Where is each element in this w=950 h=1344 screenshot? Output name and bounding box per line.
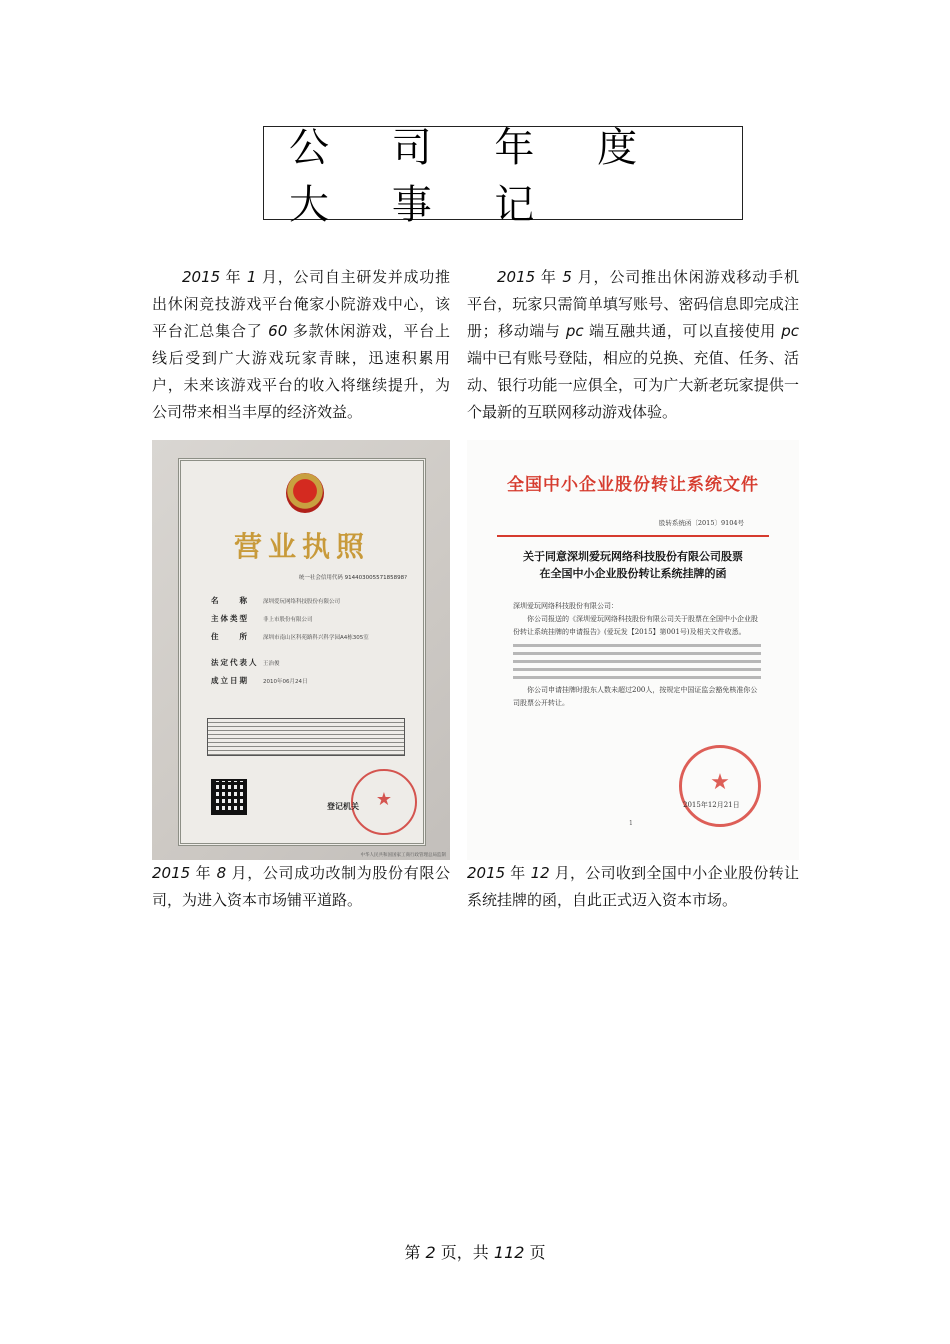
letter-text-lines: [513, 668, 761, 671]
license-field-value: 深圳市南山区科苑路科兴科学园A4栋305室: [263, 635, 369, 641]
event-text: 月，公司推出休闲游戏移动手机平台，玩家只需简单填写账号、密码信息即完成注册；移动端与: [467, 268, 799, 340]
registration-authority: 登记机关: [327, 802, 359, 811]
license-field-label: 主体类型: [211, 614, 249, 623]
license-field: [211, 595, 340, 606]
letter-subject: [467, 548, 799, 582]
event-text: 月，公司自主研发并成功推出休闲竞技游戏平台俺家小院游戏中心，该平台汇总集合了: [152, 268, 450, 340]
license-field-value: 非上市股份有限公司: [263, 617, 313, 623]
page-footer: [0, 1240, 950, 1263]
license-field-label: 法定代表人: [211, 658, 259, 667]
event-paragraph-jan: [152, 264, 450, 426]
business-license-photo: [152, 440, 450, 860]
footer-text: 页: [524, 1243, 546, 1262]
letter-text-lines: [513, 660, 761, 663]
license-field-value: 王治俊: [263, 661, 280, 667]
letter-paragraph: 你公司报送的《深圳爱玩网络科技股份有限公司关于股票在全国中小企业股份转让系统挂牌的申请报告》(爱玩发【2015】第001号)及相关文件收悉。: [513, 615, 758, 636]
license-field: [211, 613, 313, 624]
license-frame: [178, 458, 426, 846]
caption-year: 2015: [467, 864, 506, 882]
letter-doc-number: 股转系统函〔2015〕9104号: [658, 519, 744, 527]
license-field: [211, 675, 308, 686]
event-text: 端中已有账号登陆，相应的兑换、充值、任务、活动、银行功能一应俱全，可为广大新老玩家提供一个最新的互联网移动游戏体验。: [467, 349, 799, 421]
event-text: 多款休闲游戏，平台上线后受到广大游戏玩家青睐，迅速积累用户，未来该游戏平台的收入将继续提升，为公司带来相当丰厚的经济效益。: [152, 322, 450, 421]
letter-divider: [497, 535, 769, 537]
caption-month: 8: [216, 864, 227, 882]
letter-text-lines: [513, 652, 761, 655]
event-text: 年: [220, 268, 247, 286]
page-title: 公 司 年 度 大 事 记: [289, 125, 663, 228]
event-pc: pc: [565, 322, 584, 340]
national-emblem-icon: [286, 473, 324, 513]
letter-addressee: 深圳爱玩网络科技股份有限公司：: [513, 602, 618, 610]
footer-text: 页，共: [435, 1243, 494, 1262]
neeq-seal-icon: [679, 745, 761, 827]
letter-subject-line: 在全国中小企业股份转让系统挂牌的函: [539, 567, 727, 580]
letter-heading: 全国中小企业股份转让系统文件: [507, 475, 759, 495]
license-title: 营业执照: [233, 530, 370, 563]
letter-body: [513, 600, 761, 710]
event-month: 1: [246, 268, 257, 286]
listing-letter-photo: [467, 440, 799, 860]
letter-date: 2015年12月21日: [683, 801, 740, 809]
license-field-value: 2010年06月24日: [263, 679, 308, 685]
footer-total-pages: 112: [493, 1243, 525, 1262]
event-month: 5: [562, 268, 572, 286]
event-text: 年: [535, 268, 563, 286]
caption-text: 月，公司成功改制为股份有限公司，为进入资本市场铺平道路。: [152, 864, 450, 909]
letter-page-number: 1: [629, 820, 633, 827]
license-field-label: 成立日期: [211, 676, 249, 685]
letter-text-lines: [513, 676, 761, 679]
license-field: [211, 657, 280, 668]
letter-text-lines: [513, 644, 761, 647]
event-paragraph-may: [467, 264, 799, 426]
license-field-value: 深圳爱玩网络科技股份有限公司: [263, 599, 341, 605]
footer-text: 第: [404, 1243, 426, 1262]
license-field-label: 住 所: [211, 632, 249, 641]
caption-month: 12: [530, 864, 550, 882]
caption-text: 年: [505, 864, 531, 882]
event-text: 端互融共通，可以直接使用: [583, 322, 782, 340]
license-notice-box: [207, 718, 405, 756]
license-field-label: 名 称: [211, 596, 249, 605]
license-footer: 中华人民共和国国家工商行政管理总局监制: [360, 853, 446, 858]
caption-dec: [467, 860, 799, 914]
event-number: 60: [268, 322, 288, 340]
footer-page-number: 2: [425, 1243, 436, 1262]
caption-text: 年: [190, 864, 217, 882]
caption-text: 月，公司收到全国中小企业股份转让系统挂牌的函，自此正式迈入资本市场。: [467, 864, 799, 909]
event-pc: pc: [781, 322, 799, 340]
event-year: 2015: [182, 268, 221, 286]
caption-year: 2015: [152, 864, 191, 882]
event-year: 2015: [497, 268, 536, 286]
caption-aug: [152, 860, 450, 914]
title-box: [263, 125, 743, 228]
qr-code-icon: [211, 779, 247, 815]
license-credit-code: 统一社会信用代码 91440300557185898?: [298, 575, 407, 581]
letter-subject-line: 关于同意深圳爱玩网络科技股份有限公司股票: [523, 550, 743, 563]
license-field: [211, 631, 369, 642]
letter-paragraph: 你公司申请挂牌时股东人数未超过200人，按规定中国证监会豁免核准你公司股票公开转让。: [513, 686, 758, 707]
official-seal-icon: [351, 769, 417, 835]
